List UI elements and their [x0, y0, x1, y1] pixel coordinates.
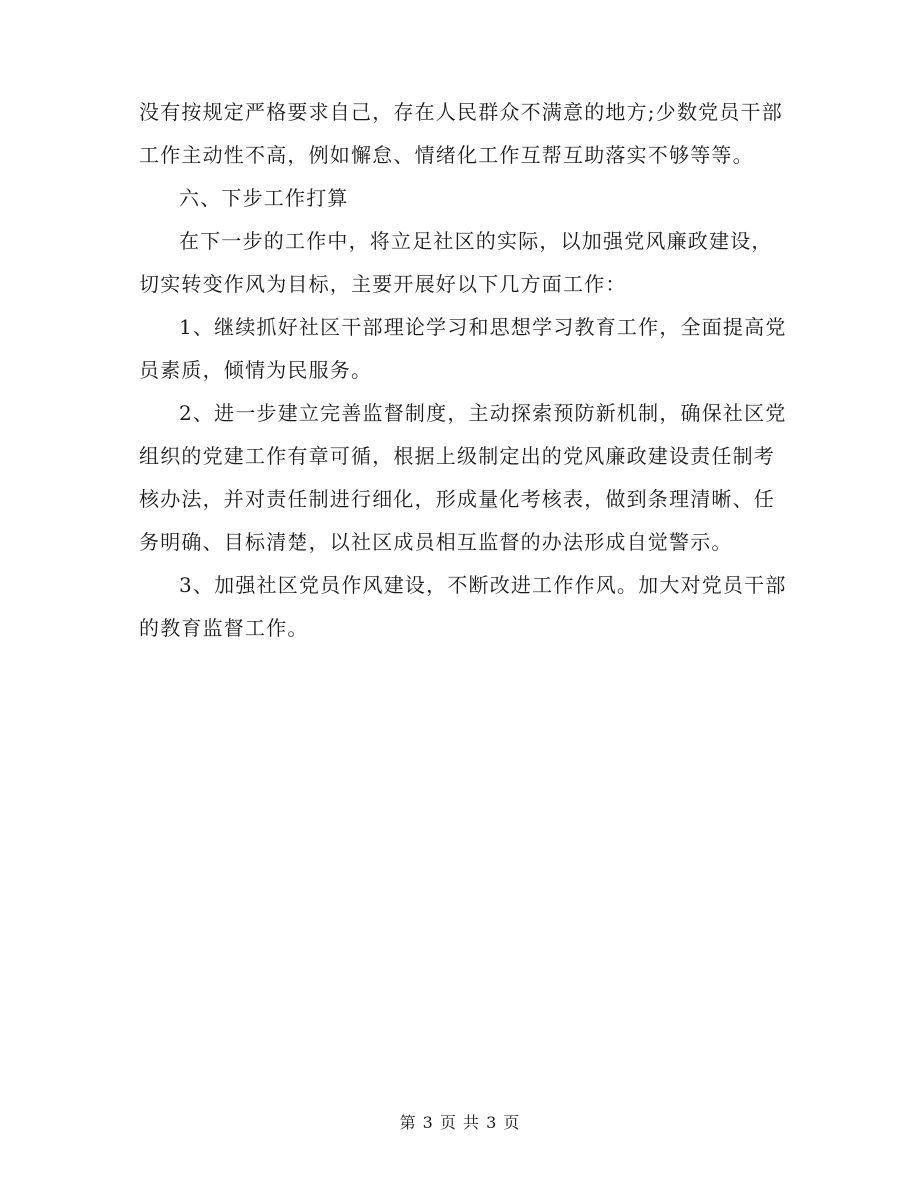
- paragraph-line: 在下一步的工作中，将立足社区的实际，以加强党风廉政建设，: [179, 229, 773, 253]
- text-line: 工作主动性不高，例如懈怠、情绪化工作互帮互助落实不够等等。: [139, 143, 754, 167]
- text-line: 没有按规定严格要求自己，存在人民群众不满意的地方;少数党员干部: [139, 100, 783, 124]
- paragraph-line: 切实转变作风为目标，主要开展好以下几方面工作：: [139, 272, 627, 296]
- list-item-line: 务明确、目标清楚，以社区成员相互监督的办法形成自觉警示。: [139, 530, 733, 554]
- list-item-line: 2、进一步建立完善监督制度，主动探索预防新机制，确保社区党: [179, 401, 787, 425]
- list-item-line: 核办法，并对责任制进行细化，形成量化考核表，做到条理清晰、任: [139, 487, 775, 511]
- list-item-line: 的教育监督工作。: [139, 616, 309, 640]
- list-item-line: 3、加强社区党员作风建设，不断改进工作作风。加大对党员干部: [179, 573, 787, 597]
- section-heading: 六、下步工作打算: [179, 186, 349, 210]
- list-item-line: 组织的党建工作有章可循，根据上级制定出的党风廉政建设责任制考: [139, 444, 775, 468]
- page-number-footer: 第 3 页 共 3 页: [399, 1113, 521, 1132]
- list-item-line: 1、继续抓好社区干部理论学习和思想学习教育工作，全面提高党: [179, 315, 787, 339]
- list-item-line: 员素质，倾情为民服务。: [139, 358, 373, 382]
